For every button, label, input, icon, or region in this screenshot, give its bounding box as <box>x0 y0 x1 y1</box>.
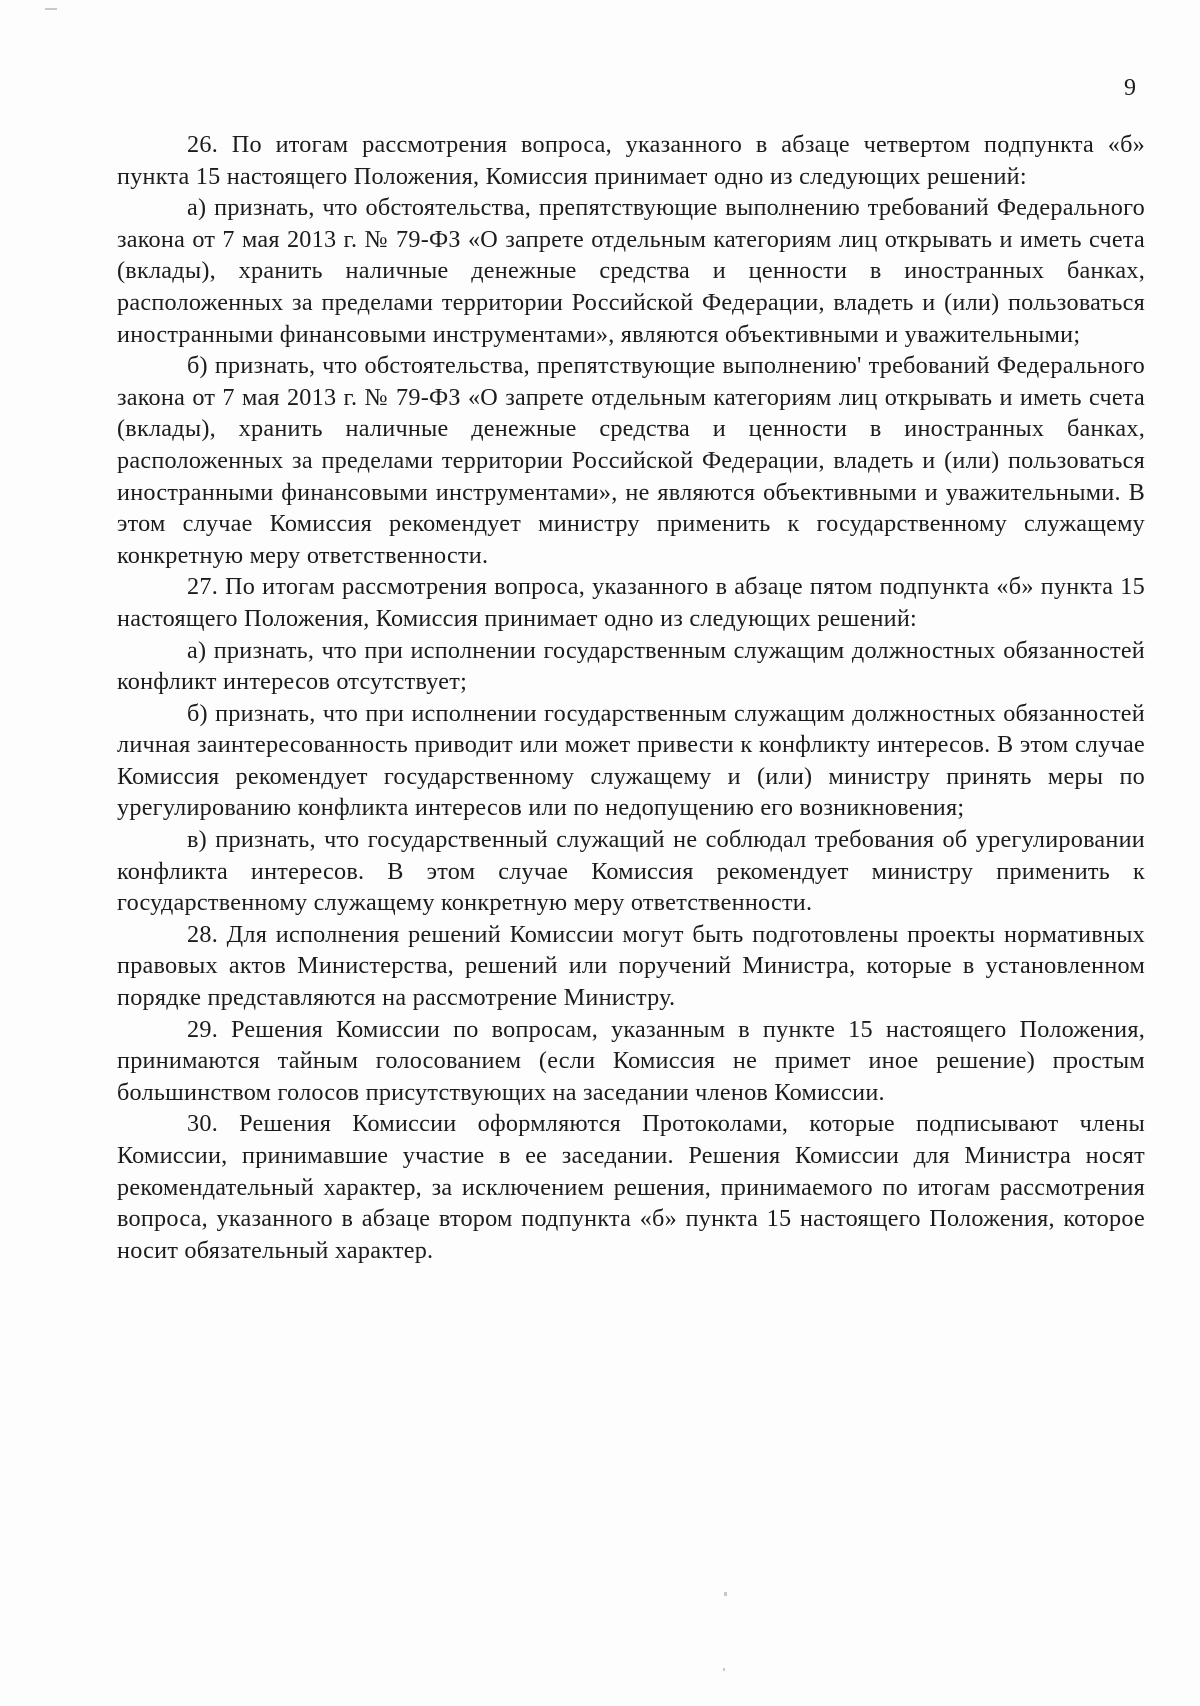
page-number: 9 <box>1124 75 1136 101</box>
paragraph-30: 30. Решения Комиссии оформляются Протоколами, которые подписывают члены Комиссии, принимавшие участие в ее заседании. Решения Комиссии для Министра носят рекомендательный характер, за исключением решения, принимаемого по итогам рассмотрения вопроса, указанного в абзаце втором подпункта «б» пункта 15 настоящего Положения, которое носит обязательный характер. <box>117 1110 1145 1264</box>
paragraph-29: 29. Решения Комиссии по вопросам, указанным в пункте 15 настоящего Положения, принимаются тайным голосованием (если Комиссия не примет иное решение) простым большинством голосов присутствующих на заседании членов Комиссии. <box>117 1015 1145 1106</box>
paragraph-26-b: б) признать, что обстоятельства, препятствующие выполнению' требований Федерального закона от 7 мая 2013 г. № 79-ФЗ «О запрете отдельным категориям лиц открывать и иметь счета (вклады), хранить наличные денежные средства и ценности в иностранных банках, расположенных за пределами территории Российской Федерации, владеть и (или) пользоваться иностранными финансовыми инструментами», не являются объективными и уважительными. В этом случае Комиссия рекомендует министру применить к государственному служащему конкретную меру ответственности. <box>117 352 1145 569</box>
scan-artifact <box>723 1668 725 1671</box>
paragraph-27-a: а) признать, что при исполнении государственным служащим должностных обязанностей конфликт интересов отсутствует; <box>117 636 1145 696</box>
paragraph-27-v: в) признать, что государственный служащий не соблюдал требования об урегулировании конфликта интересов. В этом случае Комиссия рекомендует министру применить к государственному служащему конкретную меру ответственности. <box>117 826 1145 917</box>
paragraph-28: 28. Для исполнения решений Комиссии могут быть подготовлены проекты нормативных правовых актов Министерства, решений или поручений Министра, которые в установленном порядке представляются на рассмотрение Министру. <box>117 920 1145 1012</box>
paragraph-27: 27. По итогам рассмотрения вопроса, указанного в абзаце пятом подпункта «б» пункта 15 настоящего Положения, Комиссия принимает одно из следующих решений: <box>117 573 1145 632</box>
document-body <box>117 129 1145 1266</box>
paragraph-27-b: б) признать, что при исполнении государственным служащим должностных обязанностей личная заинтересованность приводит или может привести к конфликту интересов. В этом случае Комиссия рекомендует государственному служащему и (или) министру принять меры по урегулированию конфликта интересов или по недопущению его возникновения; <box>117 699 1145 822</box>
scan-artifact <box>724 1592 727 1596</box>
paragraph-26: 26. По итогам рассмотрения вопроса, указанного в абзаце четвертом подпункта «б» пункта 15 настоящего Положения, Комиссия принимает одно из следующих решений: <box>117 131 1145 190</box>
scan-artifact <box>45 8 57 10</box>
paragraph-26-a: а) признать, что обстоятельства, препятствующие выполнению требований Федерального закона от 7 мая 2013 г. № 79-ФЗ «О запрете отдельным категориям лиц открывать и иметь счета (вклады), хранить наличные денежные средства и ценности в иностранных банках, расположенных за пределами территории Российской Федерации, владеть и (или) пользоваться иностранными финансовыми инструментами», являются объективными и уважительными; <box>117 194 1145 348</box>
